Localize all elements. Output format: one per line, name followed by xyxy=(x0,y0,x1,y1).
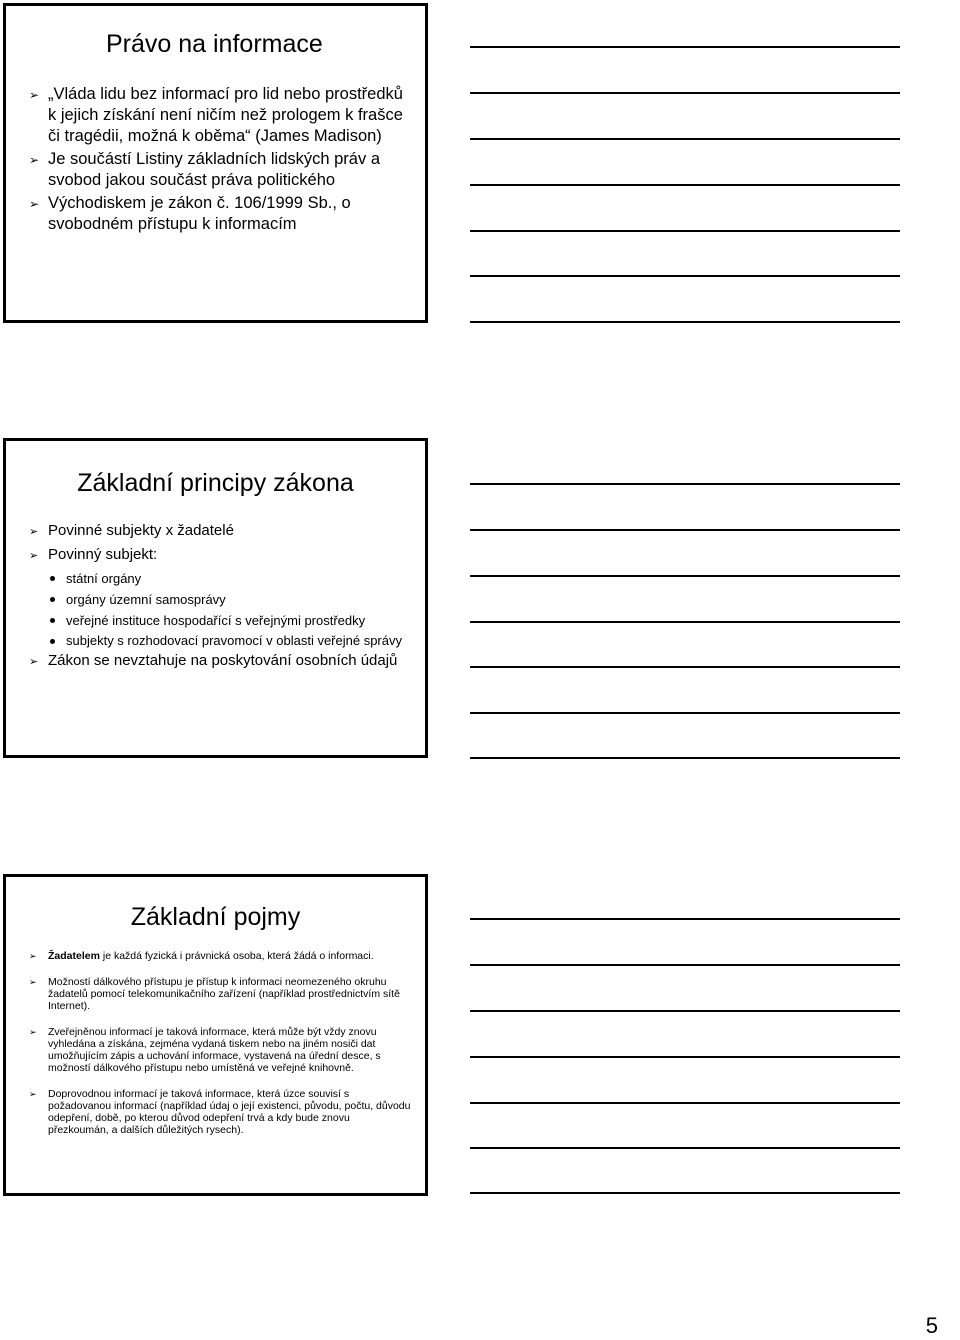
note-line xyxy=(470,483,900,485)
bullet-list xyxy=(28,521,411,675)
note-line xyxy=(470,529,900,531)
dot-bullet-icon xyxy=(50,576,55,581)
arrow-bullet-icon: ➢ xyxy=(29,978,37,988)
arrow-bullet-icon: ➢ xyxy=(29,1028,37,1038)
slide-2 xyxy=(3,438,428,758)
bullet-item: ➢ Zákon se nevztahuje na poskytování osobních údajů xyxy=(28,651,411,671)
bullet-list xyxy=(28,84,411,237)
bullet-item: ➢ Možností dálkového přístupu je přístup k informaci neomezeného okruhu žadatelů pomocí telekomunikačního zařízení (například prostřednictvím sítě Internet). xyxy=(29,976,400,1012)
slide-title: Právo na informace xyxy=(106,30,323,58)
note-line xyxy=(470,92,900,94)
note-line xyxy=(470,1010,900,1012)
arrow-bullet-icon: ➢ xyxy=(29,549,39,562)
term: Žadatelem xyxy=(48,950,100,962)
bullet-item: ➢ Povinný subjekt: xyxy=(28,545,411,565)
arrow-bullet-icon: ➢ xyxy=(29,952,37,962)
arrow-bullet-icon: ➢ xyxy=(29,197,40,211)
bullet-item: ➢ Žadatelem je každá fyzická i právnická osoba, která žádá o informaci. xyxy=(29,950,374,962)
arrow-bullet-icon: ➢ xyxy=(29,153,40,167)
slide-title: Základní pojmy xyxy=(130,903,301,931)
sub-bullet-item: státní orgány xyxy=(28,569,411,589)
note-line xyxy=(470,712,900,714)
dot-bullet-icon xyxy=(50,597,55,602)
note-line xyxy=(470,230,900,232)
note-line xyxy=(470,964,900,966)
note-line xyxy=(470,1147,900,1149)
note-line xyxy=(470,918,900,920)
note-line xyxy=(470,321,900,323)
note-line xyxy=(470,138,900,140)
bullet-list xyxy=(28,950,411,1150)
arrow-bullet-icon: ➢ xyxy=(29,525,39,538)
page-number: 5 xyxy=(925,1313,938,1338)
sub-bullet-item: subjekty s rozhodovací pravomocí v oblasti veřejné správy xyxy=(28,632,411,650)
arrow-bullet-icon: ➢ xyxy=(29,655,39,668)
sub-bullet-item: orgány územní samosprávy xyxy=(28,590,411,610)
note-line xyxy=(470,666,900,668)
dot-bullet-icon xyxy=(50,618,55,623)
slide-title: Základní principy zákona xyxy=(77,469,354,497)
note-line xyxy=(470,621,900,623)
bullet-item: ➢ Je součástí Listiny základních lidských práv a svobod jakou součást práva politického xyxy=(29,150,380,189)
bullet-item: ➢ Povinné subjekty x žadatelé xyxy=(28,521,411,541)
bullet-item: ➢ Východiskem je zákon č. 106/1999 Sb., o svobodném přístupu k informacím xyxy=(29,194,351,233)
note-line xyxy=(470,184,900,186)
note-line xyxy=(470,275,900,277)
arrow-bullet-icon: ➢ xyxy=(29,1090,37,1100)
sub-bullet-item: veřejné instituce hospodařící s veřejnými prostředky xyxy=(28,611,411,631)
bullet-item: ➢ Zveřejněnou informací je taková informace, která může být vždy znovu vyhledána a získána, zejména vydaná tiskem nebo na jiném nosiči dat umožňujícím zápis a uchování informace, vystavená na úřední desce, s možností dálkového přístupu nebo umístěná ve veřejné knihovně. xyxy=(29,1026,381,1074)
note-line xyxy=(470,1192,900,1194)
bullet-item: ➢ „Vláda lidu bez informací pro lid nebo prostředků k jejich získání není ničím než prologem k frašce či tragédii, možná k oběma“ (James Madison) xyxy=(29,85,403,145)
arrow-bullet-icon: ➢ xyxy=(29,88,40,102)
bullet-item: ➢ Doprovodnou informací je taková informace, která úzce souvisí s požadovanou informací (například údaj o její existenci, původu, počtu, důvodu odepření, době, po kterou důvod odepření trvá a kdy bude znovu přezkoumán, a dalších důležitých rysech). xyxy=(29,1088,411,1136)
note-line xyxy=(470,1102,900,1104)
dot-bullet-icon xyxy=(50,639,55,644)
note-line xyxy=(470,757,900,759)
note-line xyxy=(470,46,900,48)
note-line xyxy=(470,1056,900,1058)
note-line xyxy=(470,575,900,577)
slide-3 xyxy=(3,874,428,1196)
slide-1 xyxy=(3,3,428,323)
